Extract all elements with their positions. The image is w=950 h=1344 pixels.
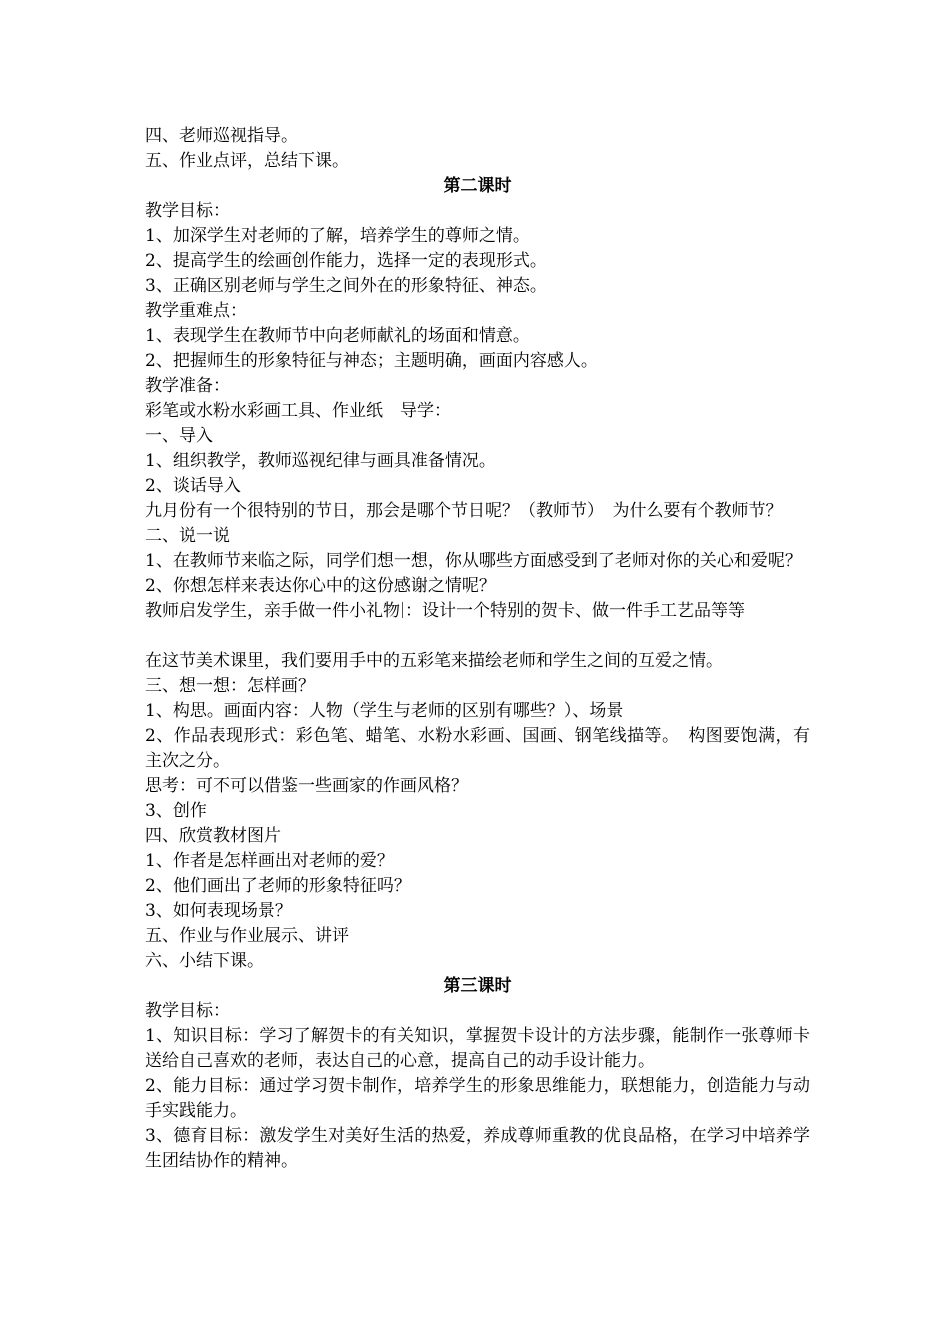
text-line: 3、创作	[145, 801, 207, 821]
text-line: 2、他们画出了老师的形象特征吗？	[145, 876, 411, 896]
text-line: 五、作业与作业展示、讲评	[145, 926, 349, 946]
text-line: 1、表现学生在教师节中向老师献礼的场面和情意。	[145, 326, 530, 346]
text-line: 教学目标：	[145, 201, 230, 221]
text-line: 六、小结下课。	[145, 951, 264, 971]
text-line: 1、构思。画面内容：人物（学生与老师的区别有哪些？）、场景	[145, 701, 624, 721]
section-heading-lesson-3: 第三课时	[443, 976, 512, 996]
text-line: 2、提高学生的绘画创作能力，选择一定的表现形式。	[145, 251, 547, 271]
text-line: 2、把握师生的形象特征与神态；主题明确，画面内容感人。	[145, 351, 598, 371]
section-heading-lesson-2: 第二课时	[443, 176, 512, 196]
text-line: 一、导入	[145, 426, 213, 446]
text-paragraph: 2、能力目标：通过学习贺卡制作，培养学生的形象思维能力，联想能力，创造能力与动手实践能力。	[145, 1076, 810, 1121]
text-line: 二、说一说	[145, 526, 230, 546]
text-line: 1、组织教学，教师巡视纪律与画具准备情况。	[145, 451, 496, 471]
text-line: 四、欣赏教材图片	[145, 826, 281, 846]
text-paragraph: 1、知识目标：学习了解贺卡的有关知识，掌握贺卡设计的方法步骤，能制作一张尊师卡送给自己喜欢的老师，表达自己的心意，提高自己的动手设计能力。	[145, 1026, 810, 1071]
text-line: 彩笔或水粉水彩画工具、作业纸 导学：	[145, 401, 451, 421]
text-line: 1、作者是怎样画出对老师的爱？	[145, 851, 394, 871]
text-segment: ：设计一个特别的贺卡、做一件手工艺品等等	[405, 601, 745, 621]
text-line: 教学准备：	[145, 376, 230, 396]
text-line: 2、你想怎样来表达你心中的这份感谢之情呢？	[145, 576, 496, 596]
text-cursor	[402, 602, 403, 618]
document-page	[145, 0, 810, 1174]
text-line: 教学目标：	[145, 1001, 230, 1021]
text-line: 思考：可不可以借鉴一些画家的作画风格？	[145, 776, 468, 796]
text-line: 三、想一想：怎样画？	[145, 676, 315, 696]
text-segment: 教师启发学生，亲手做一件小礼物	[145, 601, 400, 621]
text-line-gift	[145, 599, 810, 624]
text-paragraph: 九月份有一个很特别的节日，那会是哪个节日呢？（教师节） 为什么要有个教师节？	[145, 501, 783, 521]
text-line: 3、如何表现场景？	[145, 901, 292, 921]
text-line: 2、谈话导入	[145, 476, 241, 496]
text-line: 五、作业点评，总结下课。	[145, 151, 349, 171]
text-line: 教学重难点：	[145, 301, 247, 321]
text-paragraph: 1、在教师节来临之际，同学们想一想，你从哪些方面感受到了老师对你的关心和爱呢？	[145, 551, 802, 571]
text-paragraph: 2、作品表现形式：彩色笔、蜡笔、水粉水彩画、国画、钢笔线描等。 构图要饱满，有主次之分。	[145, 726, 810, 771]
text-line: 1、加深学生对老师的了解，培养学生的尊师之情。	[145, 226, 530, 246]
text-line: 在这节美术课里，我们要用手中的五彩笔来描绘老师和学生之间的互爱之情。	[145, 651, 723, 671]
text-line: 四、老师巡视指导。	[145, 126, 298, 146]
blank-line	[145, 624, 810, 649]
text-paragraph: 3、德育目标：激发学生对美好生活的热爱，养成尊师重教的优良品格，在学习中培养学生团结协作的精神。	[145, 1126, 810, 1171]
text-line: 3、正确区别老师与学生之间外在的形象特征、神态。	[145, 276, 547, 296]
